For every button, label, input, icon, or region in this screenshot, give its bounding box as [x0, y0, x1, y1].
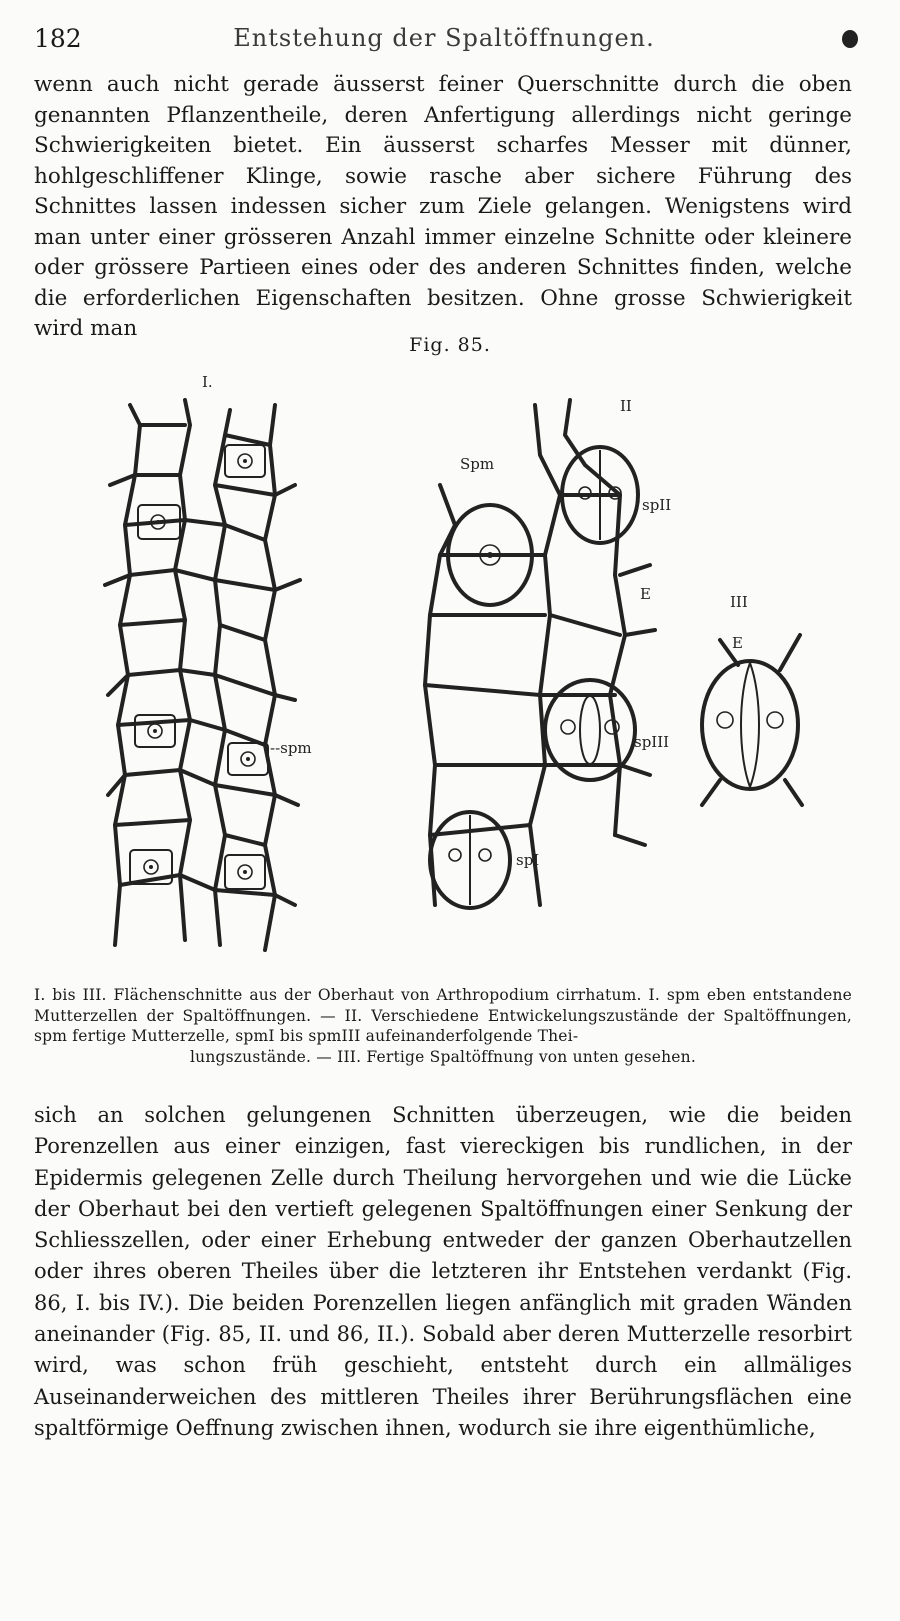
ink-spot — [842, 30, 858, 48]
label-spm-1: --spm — [270, 739, 312, 757]
label-spm-2: Spm — [460, 455, 495, 473]
label-panel-3: III — [730, 593, 748, 611]
paragraph-top: wenn auch nicht gerade äusserst feiner Querschnitte durch die oben genannten Pflanzentheile, deren Anfertigung allerdings nicht geringe Schwierigkeiten bietet. Ein äusserst scharfes Messer mit dünner, hohlgeschliffener Klinge, sowie rasche aber sichere Führung des Schnittes lassen indessen sicher zum Ziele gelangen. Wenigstens wird man unter einer grösseren Anzahl immer einzelne Schnitte oder kleinere oder grössere Partieen eines oder des anderen Schnittes finden, welche die erforderlichen Eigenschaften besitzen. Ohne grosse Schwierigkeit wird man — [34, 72, 852, 341]
figure-title: Fig. 85. — [409, 334, 491, 356]
panel-1-drawing — [105, 400, 300, 950]
label-sp-3: spIII — [634, 733, 670, 751]
caption-last-line: lungszustände. — III. Fertige Spaltöffnung von unten gesehen. — [190, 1047, 696, 1066]
label-sp-1: spI — [516, 851, 540, 869]
cell-drawing — [90, 365, 830, 965]
label-panel-1: I. — [202, 373, 213, 391]
label-sp-2: spII — [642, 496, 672, 514]
figure-illustration — [90, 365, 830, 965]
label-e-1: E — [640, 585, 651, 603]
paragraph-bottom: sich an solchen gelungenen Schnitten überzeugen, wie die beiden Porenzellen aus einer einzigen, fast viereckigen bis rundlichen, in der Epidermis gelegenen Zelle durch Theilung hervorgehen und wie die Lücke der Oberhaut bei den vertieft gelegenen Spaltöffnungen einer Senkung der Schliesszellen, oder einer Erhebung entweder der ganzen Oberhautzellen oder ihres oberen Theiles über die letzteren ihr Entstehen verdankt (Fig. 86, I. bis IV.). Die beiden Porenzellen liegen anfänglich mit graden Wänden aneinander (Fig. 85, II. und 86, II.). Sobald aber deren Mutterzelle resorbirt wird, was schon früh geschieht, entsteht durch ein allmäliges Auseinanderweichen des mittleren Theiles ihrer Berührungsflächen eine spaltförmige Oeffnung zwischen ihnen, wodurch sie ihre eigenthümliche, — [34, 1103, 852, 1440]
panel-2-drawing — [425, 400, 655, 908]
page-header — [34, 24, 854, 64]
running-title: Entstehung der Spaltöffnungen. — [233, 24, 655, 52]
label-panel-2: II — [620, 397, 632, 415]
label-e-2: E — [732, 634, 743, 652]
caption-body: I. bis III. Flächenschnitte aus der Oberhaut von Arthropodium cirrhatum. I. spm eben entstandene Mutterzellen der Spaltöffnungen. — II. Verschiedene Entwickelungszustände der Spaltöffnungen, spm fertige Mutterzelle, spmI bis spmIII aufeinanderfolgende Thei- — [34, 986, 852, 1045]
page-number: 182 — [34, 24, 82, 53]
figure-caption — [34, 985, 852, 1067]
panel-3-drawing — [702, 635, 802, 805]
